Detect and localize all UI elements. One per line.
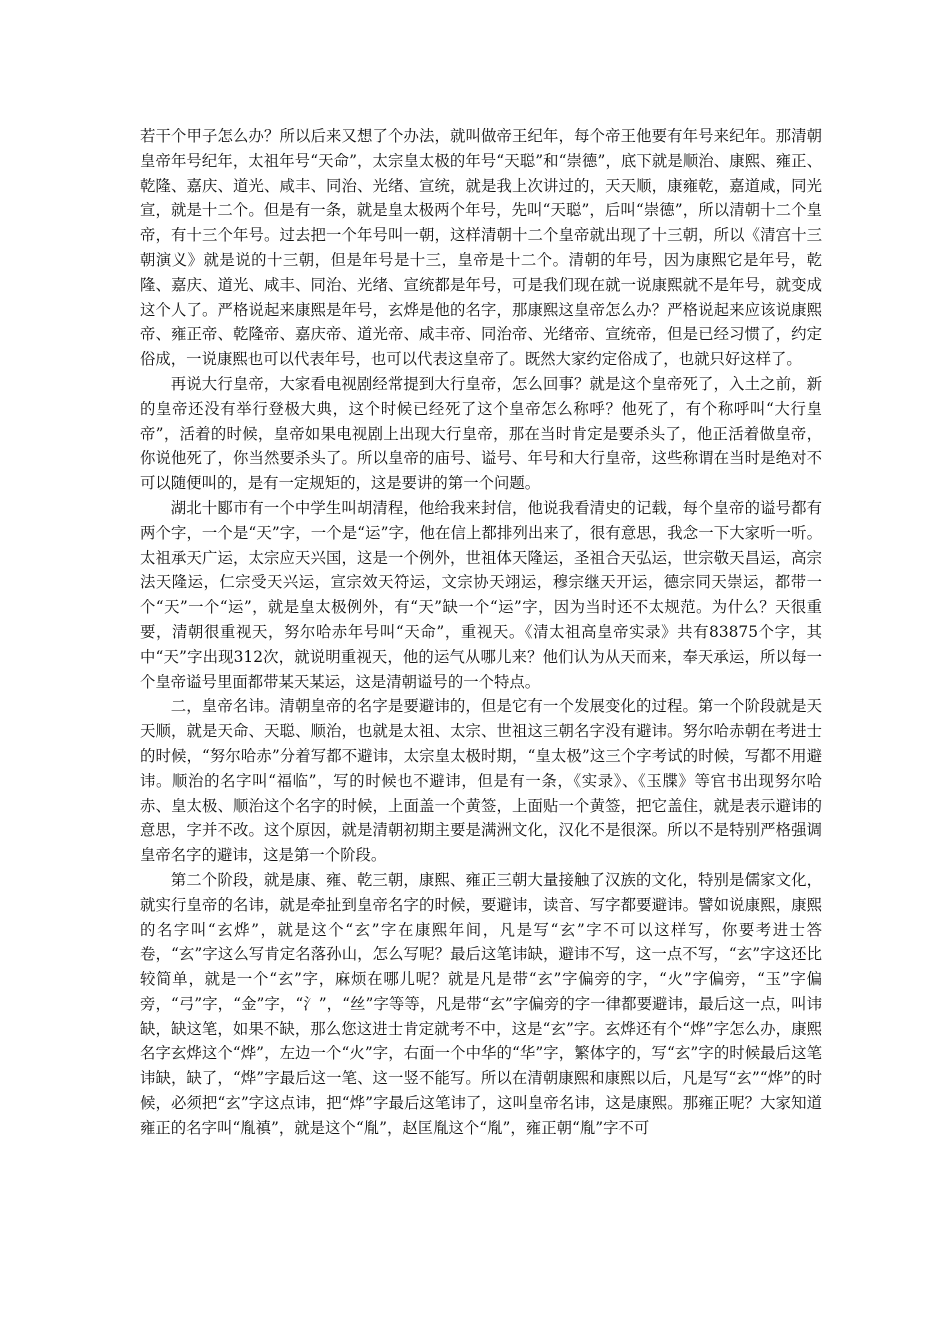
paragraph-dahang-emperor: 再说大行皇帝，大家看电视剧经常提到大行皇帝，怎么回事？就是这个皇帝死了，入土之前，新的皇帝还没有举行登极大典，这个时候已经死了这个皇帝怎么称呼？他死了，有个称呼叫“大行皇帝”，活着的时候，皇帝如果电视剧上出现大行皇帝，那在当时肯定是要杀头了，他正活着做皇帝，你说他死了，你当然要杀头了。所以皇帝的庙号、谥号、年号和大行皇帝，这些称谓在当时是绝对不可以随便叫的，是有一定规矩的，这是要讲的第一个问题。 xyxy=(140,374,822,493)
document-page xyxy=(140,124,822,1141)
paragraph-posthumous-names: 湖北十郾市有一个中学生叫胡清程，他给我来封信，他说我看清史的记载，每个皇帝的谥号都有两个字，一个是“天”字，一个是“运”字，他在信上都排列出来了，很有意思，我念一下大家听一听。太祖承天广运，太宗应天兴国，这是一个例外，世祖体天隆运，圣祖合天弘运，世宗敬天昌运，高宗法天隆运，仁宗受天兴运，宣宗效天符运，文宗协天翊运，穆宗继天开运，德宗同天崇运，都带一个“天”一个“运”，就是皇太极例外，有“天”缺一个“运”字，因为当时还不太规范。为什么？天很重要，清朝很重视天，努尔哈赤年号叫“天命”，重视天。《清太祖高皇帝实录》共有83875个字，其中“天”字出现312次，就说明重视天，他的运气从哪儿来？他们认为从天而来，奉天承运，所以每一个皇帝谥号里面都带某天某运，这是清朝谥号的一个特点。 xyxy=(140,498,822,691)
paragraph-name-taboo-stage-two: 第二个阶段，就是康、雍、乾三朝，康熙、雍正三朝大量接触了汉族的文化，特别是儒家文化，就实行皇帝的名讳，就是牵扯到皇帝名字的时候，要避讳，读音、写字都要避讳。譬如说康熙，康熙的名字叫“玄烨”，就是这个“玄”字在康熙年间，凡是写“玄”字不可以这样写，你要考进士答卷，“玄”字这么写肯定名落孙山，怎么写呢？最后这笔讳缺，避讳不写，这一点不写，“玄”字这还比较简单，就是一个“玄”字，麻烦在哪儿呢？就是凡是带“玄”字偏旁的字，“火”字偏旁，“玉”字偏旁，“弓”字，“金”字，“氵”，“丝”字等等，凡是带“玄”字偏旁的字一律都要避讳，最后这一点，叫讳缺，缺这笔，如果不缺，那么您这进士肯定就考不中，这是“玄”字。玄烨还有个“烨”字怎么办，康熙名字玄烨这个“烨”，左边一个“火”字，右面一个中华的“华”字，繁体字的，写“玄”字的时候最后这笔讳缺，缺了，“烨”字最后这一笔、这一竖不能写。所以在清朝康熙和康熙以后，凡是写“玄”“烨”的时候，必须把“玄”字这点讳，把“烨”字最后这笔讳了，这叫皇帝名讳，这是康熙。那雍正呢？大家知道雍正的名字叫“胤禛”，就是这个“胤”，赵匡胤这个“胤”，雍正朝“胤”字不可 xyxy=(140,870,822,1137)
paragraph-dynastic-era-names: 若干个甲子怎么办？所以后来又想了个办法，就叫做帝王纪年，每个帝王他要有年号来纪年。那清朝皇帝年号纪年，太祖年号“天命”，太宗皇太极的年号“天聪”和“崇德”，底下就是顺治、康熙、雍正、乾隆、嘉庆、道光、咸丰、同治、光绪、宣统，就是我上次讲过的，天天顺，康雍乾，嘉道咸，同光宣，就是十二个。但是有一条，就是皇太极两个年号，先叫“天聪”，后叫“崇德”，所以清朝十二个皇帝，有十三个年号。过去把一个年号叫一朝，这样清朝十二个皇帝就出现了十三朝，所以《清宫十三朝演义》就是说的十三朝，但是年号是十三，皇帝是十二个。清朝的年号，因为康熙它是年号，乾隆、嘉庆、道光、咸丰、同治、光绪、宣统都是年号，可是我们现在就一说康熙就不是年号，就变成这个人了。严格说起来康熙是年号，玄烨是他的名字，那康熙这皇帝怎么办？严格说起来应该说康熙帝、雍正帝、乾隆帝、嘉庆帝、道光帝、咸丰帝、同治帝、光绪帝、宣统帝，但是已经习惯了，约定俗成，一说康熙也可以代表年号，也可以代表这皇帝了。既然大家约定俗成了，也就只好这样了。 xyxy=(140,127,822,369)
paragraph-name-taboo-stage-one: 二，皇帝名讳。清朝皇帝的名字是要避讳的，但是它有一个发展变化的过程。第一个阶段就是天天顺，就是天命、天聪、顺治，也就是太祖、太宗、世祖这三朝名字没有避讳。努尔哈赤朝在考进士的时候，“努尔哈赤”分着写都不避讳，太宗皇太极时期，“皇太极”这三个字考试的时候，写都不用避讳。顺治的名字叫“福临”，写的时候也不避讳，但是有一条，《实录》、《玉牒》等官书出现努尔哈赤、皇太极、顺治这个名字的时候，上面盖一个黄签，上面贴一个黄签，把它盖住，就是表示避讳的意思，字并不改。这个原因，就是清朝初期主要是满洲文化，汉化不是很深。所以不是特别严格强调皇帝名字的避讳，这是第一个阶段。 xyxy=(140,697,822,865)
